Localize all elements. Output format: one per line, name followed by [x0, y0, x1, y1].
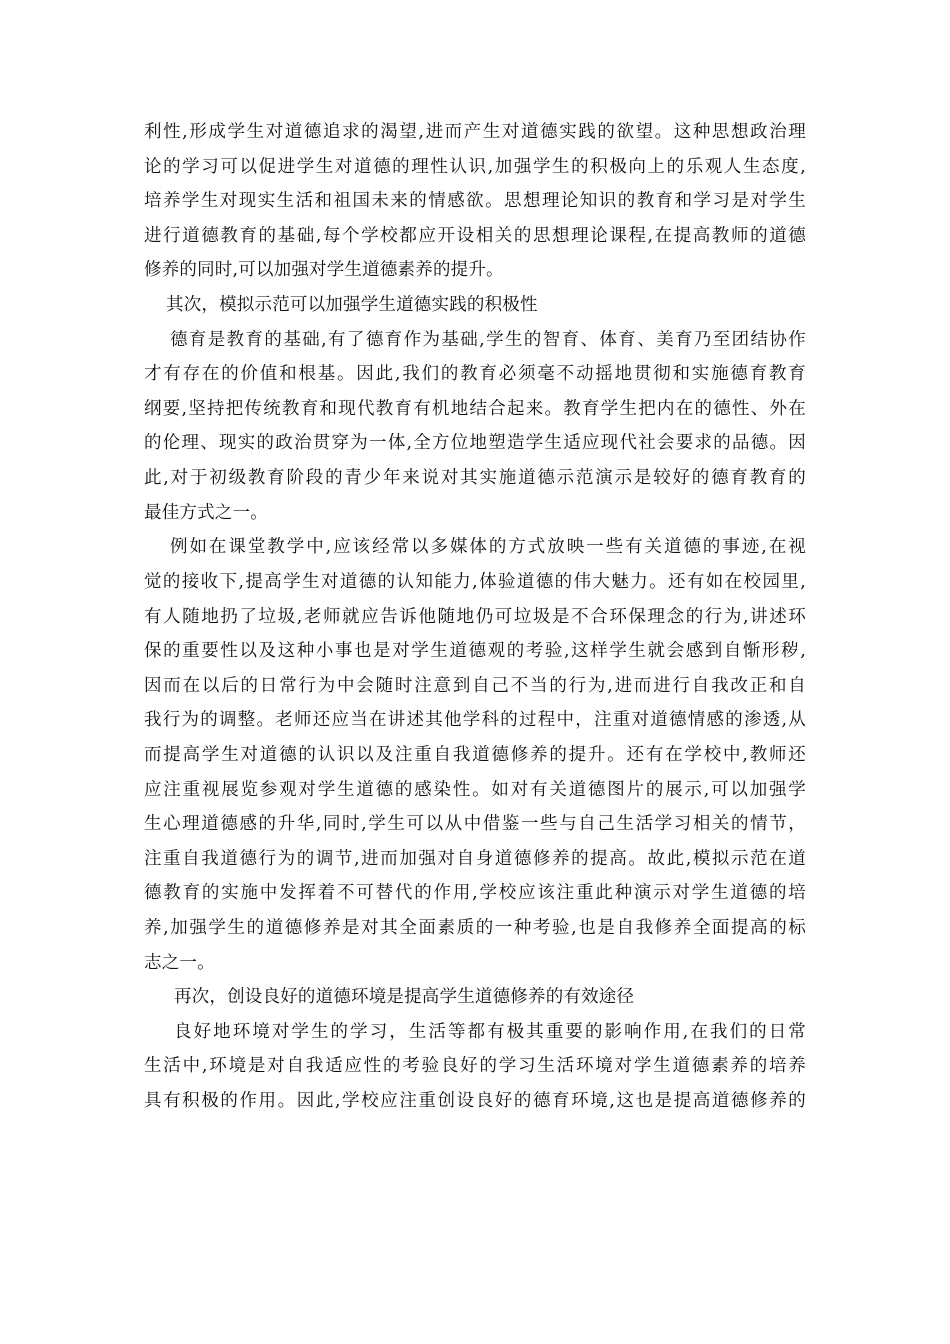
text-line: 觉的接收下,提高学生对道德的认知能力,体验道德的伟大魅力。还有如在校园里, [144, 571, 806, 592]
text-line: 有人随地扔了垃圾,老师就应告诉他随地仍可垃圾是不合环保理念的行为,讲述环 [144, 606, 806, 627]
text-line: 培养学生对现实生活和祖国未来的情感欲。思想理论知识的教育和学习是对学生 [144, 191, 806, 212]
text-line: 德育是教育的基础,有了德育作为基础,学生的智育、体育、美育乃至团结协作 [170, 329, 806, 350]
text-line: 最佳方式之一。 [144, 502, 268, 523]
paragraph-environment [144, 1018, 806, 1116]
text-line: 例如在课堂教学中,应该经常以多媒体的方式放映一些有关道德的事迹,在视 [170, 537, 806, 558]
text-line: 保的重要性以及这种小事也是对学生道德观的考验,这样学生就会感到自惭形秽, [144, 641, 806, 662]
text-line: 进行道德教育的基础,每个学校都应开设相关的思想理论课程,在提高教师的道德 [144, 225, 806, 246]
text-line: 此,对于初级教育阶段的青少年来说对其实施道德示范演示是较好的德育教育的 [144, 468, 806, 489]
text-line: 志之一。 [144, 952, 215, 973]
text-line: 注重自我道德行为的调节,进而加强对自身道德修养的提高。故此,模拟示范在道 [144, 848, 806, 869]
document-page [144, 118, 806, 1122]
paragraph-intro [144, 118, 806, 285]
text-line: 德教育的实施中发挥着不可替代的作用,学校应该注重此种演示对学生道德的培 [144, 883, 806, 904]
paragraph-moral-education [144, 326, 806, 528]
text-line: 具有积极的作用。因此,学校应注重创设良好的德育环境,这也是提高道德修养的 [144, 1091, 806, 1112]
text-line: 的伦理、现实的政治贯穿为一体,全方位地塑造学生适应现代社会要求的品德。因 [144, 433, 806, 454]
text-line: 利性,形成学生对道德追求的渴望,进而产生对道德实践的欲望。这种思想政治理 [144, 122, 806, 142]
paragraph-examples [144, 533, 806, 977]
text-line: 良好地环境对学生的学习，生活等都有极其重要的影响作用,在我们的日常 [174, 1021, 806, 1042]
text-line: 而提高学生对道德的认识以及注重自我道德修养的提升。还有在学校中,教师还 [144, 744, 806, 765]
text-line: 生心理道德感的升华,同时,学生可以从中借鉴一些与自己生活学习相关的情节， [144, 814, 806, 835]
text-line: 纲要,坚持把传统教育和现代教育有机地结合起来。教育学生把内在的德性、外在 [144, 398, 806, 419]
section-heading-second [144, 291, 806, 320]
section-heading: 其次，模拟示范可以加强学生道德实践的积极性 [166, 295, 538, 316]
section-heading-third [144, 983, 806, 1012]
text-line: 才有存在的价值和根基。因此,我们的教育必须毫不动摇地贯彻和实施德育教育 [144, 364, 806, 385]
section-heading: 再次，创设良好的道德环境是提高学生道德修养的有效途径 [174, 987, 635, 1008]
text-line: 应注重视展览参观对学生道德的感染性。如对有关道德图片的展示,可以加强学 [144, 779, 806, 800]
text-line: 修养的同时,可以加强对学生道德素养的提升。 [144, 260, 504, 281]
text-line: 论的学习可以促进学生对道德的理性认识,加强学生的积极向上的乐观人生态度, [144, 156, 806, 177]
text-line: 生活中,环境是对自我适应性的考验良好的学习生活环境对学生道德素养的培养 [144, 1056, 806, 1077]
text-line: 我行为的调整。老师还应当在讲述其他学科的过程中，注重对道德情感的渗透,从 [144, 710, 806, 731]
text-line: 养,加强学生的道德修养是对其全面素质的一种考验,也是自我修养全面提高的标 [144, 918, 806, 939]
text-line: 因而在以后的日常行为中会随时注意到自己不当的行为,进而进行自我改正和自 [144, 675, 806, 696]
